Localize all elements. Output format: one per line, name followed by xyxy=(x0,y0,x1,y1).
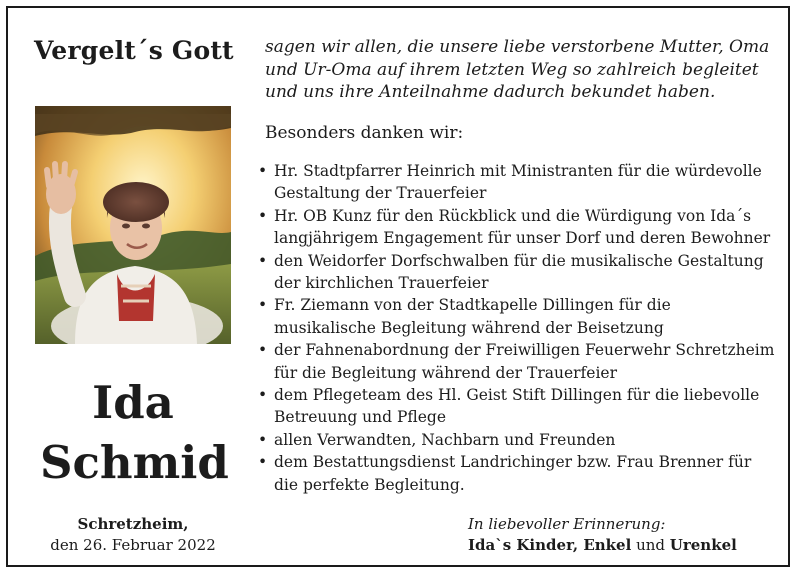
list-item-text: dem Pflegeteam des Hl. Geist Stift Dillingen für die liebevolle xyxy=(274,386,760,405)
list-item-text: der kirchlichen Trauerfeier xyxy=(274,274,489,293)
portrait-illustration xyxy=(35,106,231,344)
deceased-last-name: Schmid xyxy=(40,436,229,489)
footer-place: Schretzheim, xyxy=(77,515,189,533)
list-item xyxy=(258,205,778,250)
list-item-text: der Fahnenabordnung der Freiwilligen Feuerwehr Schretzheim xyxy=(274,341,775,360)
list-item-text: allen Verwandten, Nachbarn und Freunden xyxy=(274,430,616,449)
list-item xyxy=(258,160,778,205)
intro-line: sagen wir allen, die unsere liebe verstorbene Mutter, Oma xyxy=(265,37,770,57)
list-item-text: den Weidorfer Dorfschwalben für die musikalische Gestaltung xyxy=(274,251,764,270)
footer-memory: In liebevoller Erinnerung: xyxy=(468,515,666,533)
list-item xyxy=(258,384,778,429)
footer-family xyxy=(468,536,737,554)
list-item-text: langjährigem Engagement für unser Dorf und deren Bewohner xyxy=(274,229,771,248)
list-item xyxy=(258,294,778,339)
list-item xyxy=(258,250,778,295)
bullet-icon: • xyxy=(258,341,268,360)
intro-line: und Ur-Oma auf ihrem letzten Weg so zahlreich begleitet xyxy=(265,59,759,80)
intro-line: und uns ihre Anteilnahme dadurch bekundet haben. xyxy=(265,82,716,102)
list-item-text: für die Begleitung während der Trauerfeier xyxy=(274,363,617,382)
bullet-icon: • xyxy=(258,206,268,225)
family-children: Ida`s Kinder, Enkel xyxy=(468,536,632,554)
notice-heading: Vergelt´s Gott xyxy=(34,36,234,65)
family-great-grandchildren: Urenkel xyxy=(669,536,737,554)
list-item-text: Hr. Stadtpfarrer Heinrich mit Ministranten für die würdevolle xyxy=(274,162,762,180)
bullet-icon: • xyxy=(258,386,268,405)
thanks-list xyxy=(258,160,778,496)
bullet-icon: • xyxy=(258,251,268,270)
bullet-icon: • xyxy=(258,162,268,180)
portrait-photo xyxy=(35,106,231,344)
deceased-first-name: Ida xyxy=(92,376,174,429)
list-item xyxy=(258,451,778,496)
footer-date: den 26. Februar 2022 xyxy=(50,536,216,554)
list-item-text: musikalische Begleitung während der Beisetzung xyxy=(274,318,664,337)
bullet-icon: • xyxy=(258,430,268,449)
list-item-text: Gestaltung der Trauerfeier xyxy=(274,184,487,203)
family-connector: und xyxy=(631,536,670,554)
list-item xyxy=(258,339,778,384)
list-item-text: Fr. Ziemann von der Stadtkapelle Dillingen für die xyxy=(274,296,671,315)
list-item-text: die perfekte Begleitung. xyxy=(274,475,465,494)
thanks-heading: Besonders danken wir: xyxy=(265,123,464,143)
list-item-text: Hr. OB Kunz für den Rückblick und die Würdigung von Ida´s xyxy=(274,206,752,225)
list-item-text: Betreuung und Pflege xyxy=(274,408,447,427)
intro-text xyxy=(265,36,775,104)
list-item xyxy=(258,429,778,451)
bullet-icon: • xyxy=(258,296,268,315)
list-item-text: dem Bestattungsdienst Landrichinger bzw. Frau Brenner für xyxy=(274,453,752,472)
bullet-icon: • xyxy=(258,453,268,472)
